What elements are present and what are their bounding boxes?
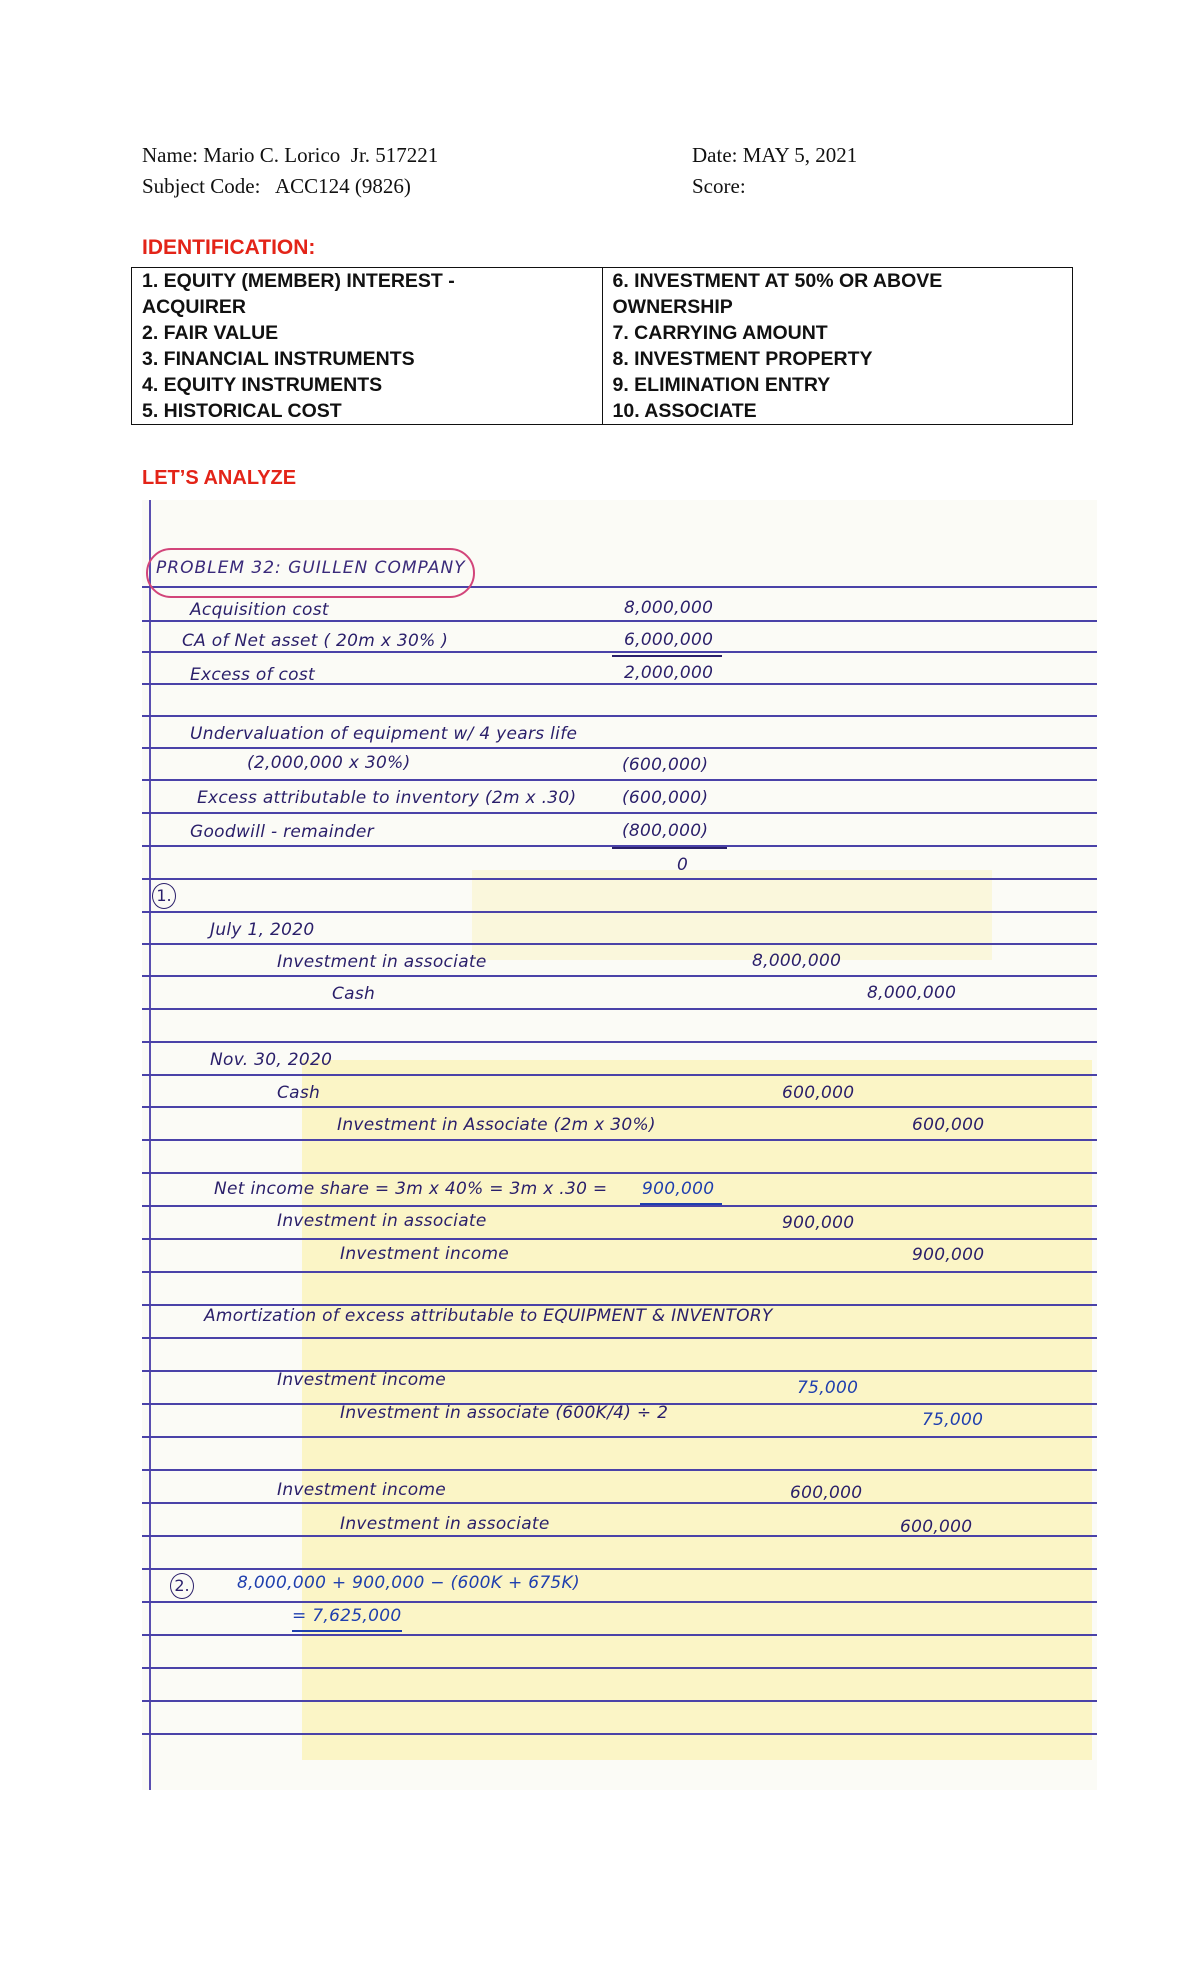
entry3-credit-amount: 900,000 <box>912 1245 985 1265</box>
entry1-credit-account: Cash <box>332 984 376 1004</box>
entry1-date: July 1, 2020 <box>210 920 315 940</box>
problem-title: PROBLEM 32: GUILLEN COMPANY <box>156 558 466 578</box>
answer-item: 8. INVESTMENT PROPERTY <box>612 348 873 370</box>
entry5-credit-account: Investment in associate <box>340 1514 550 1534</box>
entry5-credit-amount: 600,000 <box>900 1517 973 1537</box>
identification-table <box>131 267 1073 425</box>
entry3-credit-account: Investment income <box>340 1244 510 1264</box>
acquisition-cost-value: 8,000,000 <box>624 598 714 618</box>
analyze-title: LET’S ANALYZE <box>142 467 297 489</box>
date: Date: MAY 5, 2021 <box>692 143 858 167</box>
carrying-amount-formula: 8,000,000 + 900,000 − (600K + 675K) <box>237 1573 580 1593</box>
undervaluation-calc: (2,000,000 x 30%) <box>247 753 411 773</box>
excess-cost-value: 2,000,000 <box>624 663 714 683</box>
entry4-credit-amount: 75,000 <box>922 1410 984 1430</box>
inventory-excess-label: Excess attributable to inventory (2m x .30) <box>197 788 577 808</box>
entry4-debit-amount: 75,000 <box>797 1378 859 1398</box>
ca-net-asset-label: CA of Net asset ( 20m x 30% ) <box>182 631 449 651</box>
entry1-debit-amount: 8,000,000 <box>752 951 842 971</box>
identification-left-column <box>132 268 603 425</box>
answer-item: 10. ASSOCIATE <box>612 400 757 422</box>
part-2-number: 2. <box>170 1573 194 1599</box>
notebook-margin-line <box>149 500 151 1790</box>
answer-item: 2. FAIR VALUE <box>142 322 279 344</box>
entry4-credit-account: Investment in associate (600K/4) ÷ 2 <box>340 1403 669 1423</box>
net-income-share-value: 900,000 <box>642 1179 715 1199</box>
identification-title: IDENTIFICATION: <box>142 236 316 259</box>
answer-item: ACQUIRER <box>142 296 247 318</box>
goodwill-value: (800,000) <box>622 821 709 841</box>
undervaluation-label: Undervaluation of equipment w/ 4 years life <box>190 724 578 744</box>
ca-net-asset-value: 6,000,000 <box>624 630 714 650</box>
inventory-excess-value: (600,000) <box>622 788 709 808</box>
entry1-debit-account: Investment in associate <box>277 952 487 972</box>
answer-item: 7. CARRYING AMOUNT <box>612 322 828 344</box>
answer-item: 4. EQUITY INSTRUMENTS <box>142 374 383 396</box>
score: Score: <box>692 174 746 198</box>
entry2-debit-account: Cash <box>277 1083 321 1103</box>
entry2-date: Nov. 30, 2020 <box>210 1050 333 1070</box>
entry3-debit-account: Investment in associate <box>277 1211 487 1231</box>
answer-item: 3. FINANCIAL INSTRUMENTS <box>142 348 415 370</box>
entry5-debit-account: Investment income <box>277 1480 447 1500</box>
identification-right-column <box>602 268 1073 425</box>
excess-cost-label: Excess of cost <box>190 665 315 685</box>
entry4-debit-account: Investment income <box>277 1370 447 1390</box>
answer-item: OWNERSHIP <box>612 296 733 318</box>
entry5-debit-amount: 600,000 <box>790 1483 863 1503</box>
answer-item: 1. EQUITY (MEMBER) INTEREST - <box>142 270 455 292</box>
handwritten-notebook-page <box>142 500 1097 1790</box>
carrying-amount-result: = 7,625,000 <box>292 1606 402 1626</box>
acquisition-cost-label: Acquisition cost <box>190 600 329 620</box>
net-income-share: Net income share = 3m x 40% = 3m x .30 = <box>214 1179 608 1199</box>
entry1-credit-amount: 8,000,000 <box>867 983 957 1003</box>
remainder-zero: 0 <box>677 855 689 875</box>
answer-item: 5. HISTORICAL COST <box>142 400 342 422</box>
entry2-credit-account: Investment in Associate (2m x 30%) <box>337 1115 656 1135</box>
undervaluation-value: (600,000) <box>622 755 709 775</box>
goodwill-label: Goodwill - remainder <box>190 822 374 842</box>
answer-item: 6. INVESTMENT AT 50% OR ABOVE <box>612 270 943 292</box>
answer-item: 9. ELIMINATION ENTRY <box>612 374 831 396</box>
student-name: Name: Mario C. Lorico Jr. 517221 <box>142 143 439 167</box>
entry2-credit-amount: 600,000 <box>912 1115 985 1135</box>
amortization-note: Amortization of excess attributable to EQUIPMENT & INVENTORY <box>204 1306 773 1326</box>
part-1-number: 1. <box>152 883 176 909</box>
entry2-debit-amount: 600,000 <box>782 1083 855 1103</box>
subject-code: Subject Code: ACC124 (9826) <box>142 174 411 198</box>
entry3-debit-amount: 900,000 <box>782 1213 855 1233</box>
